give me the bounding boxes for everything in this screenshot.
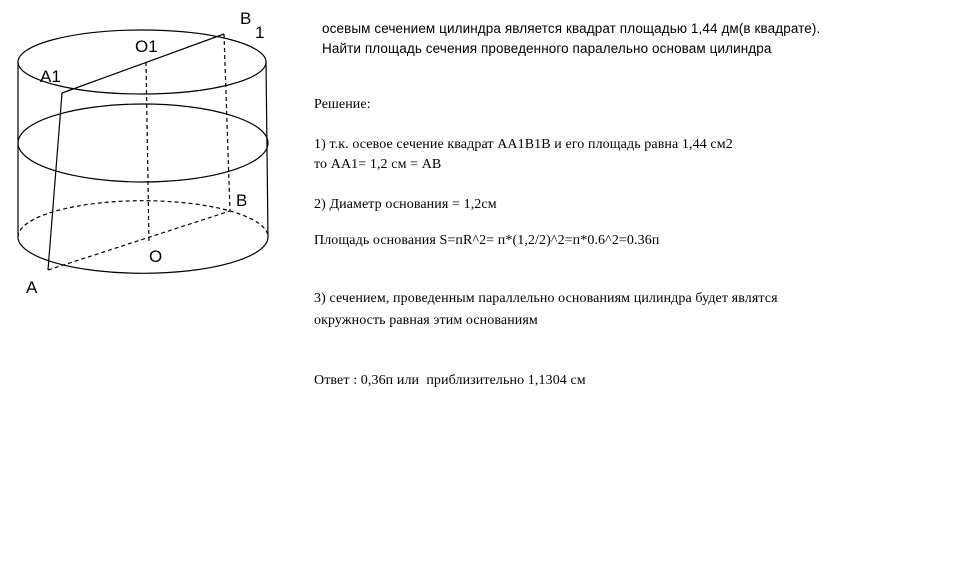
problem-line-1: осевым сечением цилиндра является квадрат площадью 1,44 дм(в квадрате). xyxy=(322,21,821,36)
label-a: A xyxy=(26,278,38,297)
step3-line-2: окружность равная этим основаниям xyxy=(314,313,538,328)
label-b1: B xyxy=(240,9,252,28)
label-o: O xyxy=(149,247,163,266)
base-area-formula: Площадь основания S=пR^2= п*(1,2/2)^2=п*0.6^2=0.36п xyxy=(314,233,660,248)
step1-line-2: то АА1= 1,2 см = АВ xyxy=(314,157,442,172)
problem-line-2: Найти площадь сечения проведенного паралельно основам цилиндра xyxy=(322,41,772,56)
label-b1-index: 1 xyxy=(255,23,265,42)
label-o1: O1 xyxy=(135,37,158,56)
label-b: B xyxy=(236,191,248,210)
bottom-base-back-arc xyxy=(18,201,268,237)
step1-line-1: 1) т.к. осевое сечение квадрат АА1В1В и его площадь равна 1,44 см2 xyxy=(314,137,733,152)
answer-line: Ответ : 0,36п или приблизительно 1,1304 см xyxy=(314,373,586,388)
step3-line-1: 3) сечением, проведенным параллельно основаниям цилиндра будет являтся xyxy=(314,291,778,306)
segment-a-b xyxy=(48,211,230,270)
segment-b1-b xyxy=(224,34,230,211)
segment-a-a1 xyxy=(48,93,62,270)
axis-o-o1 xyxy=(146,62,149,243)
step2-line: 2) Диаметр основания = 1,2см xyxy=(314,197,497,212)
solution-heading: Решение: xyxy=(314,97,371,112)
cylinder-diagram xyxy=(0,0,300,300)
label-a1: A1 xyxy=(40,67,61,86)
